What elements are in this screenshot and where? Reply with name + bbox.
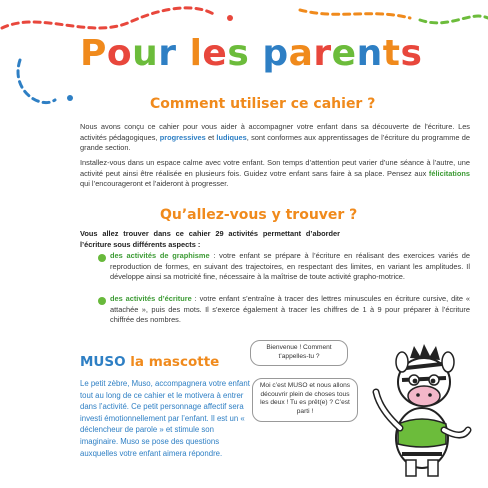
- page-title: [80, 33, 423, 74]
- title-space: [249, 36, 262, 72]
- bullet-icon: [98, 297, 106, 305]
- contents-intro: Vous allez trouver dans ce cahier 29 activités permettant d’aborder l’écriture sous différents aspects :: [80, 229, 340, 249]
- title-letter: r: [158, 33, 177, 74]
- title-letter: r: [313, 33, 332, 74]
- title-letter: t: [382, 33, 401, 74]
- section-heading-usage: Comment utiliser ce cahier ?: [150, 96, 376, 112]
- bullet-graphisme: des activités de graphisme : votre enfant se prépare à l’écriture en réalisant des exercices variés de reproduction de formes, en suivant des trajectoires, en respectant des limites, en variant les amplitudes. Il développe ainsi sa motricité fine, nécessaire à la maîtrise de toute activité grapho-motrice.: [110, 251, 470, 282]
- title-letter: n: [356, 33, 383, 74]
- usage-paragraph-1: Nous avons conçu ce cahier pour vous aider à accompagner votre enfant dans sa découverte de l’écriture. Les activités pédagogiques, progressives et ludiques, sont conformes aux apprentissages de l’écriture du programme de grande section.: [80, 122, 470, 153]
- title-letter: a: [288, 33, 314, 74]
- title-letter: p: [262, 33, 289, 74]
- usage-paragraph-2: Installez-vous dans un espace calme avec votre enfant. Son temps d’attention peut varier d’une séance à l’autre, une activité peut ainsi être réalisée en plusieurs fois. Guidez votre enfant sans faire à sa place. Pensez aux félicitations qui l’encourageront et l’aideront à progresser.: [80, 158, 470, 189]
- mascot-heading: MUSO la mascotte: [80, 354, 220, 370]
- mascot-description: Le petit zèbre, Muso, accompagnera votre enfant tout au long de ce cahier et le motivera à entrer dans l’activité. Ce petit personnage affectif sera investi émotionnellement par l’enfant. Il est un « déclencheur de parole » et stimule son imaginaire. Muso se pose des questions auxquelles votre enfant aimera répondre.: [80, 379, 250, 458]
- title-space: [177, 36, 190, 72]
- zebra-mascot-icon: [362, 340, 482, 480]
- title-letter: u: [132, 33, 159, 74]
- section-heading-contents: Qu’allez-vous y trouver ?: [160, 207, 358, 223]
- title-letter: P: [80, 33, 107, 74]
- title-letter: s: [227, 33, 250, 74]
- bullet-icon: [98, 254, 106, 262]
- speech-bubble-welcome: Bienvenue ! Comment t’appelles-tu ?: [250, 340, 348, 366]
- bullet-ecriture: des activités d’écriture : votre enfant s’entraîne à tracer des lettres minuscules en écriture cursive, dite « attachée », puis des mots. Il s’exerce également à tracer les chiffres de 1 à 9 pour préparer à l’écriture chiffrée des nombres.: [110, 294, 470, 325]
- title-letter: l: [189, 33, 203, 74]
- title-letter: o: [106, 33, 133, 74]
- title-letter: e: [331, 33, 357, 74]
- speech-bubble-muso: Moi c’est MUSO et nous allons découvrir plein de choses tous les deux ! Tu es prêt(e) ? C’est parti !: [252, 378, 358, 422]
- title-letter: e: [202, 33, 228, 74]
- title-letter: s: [400, 33, 423, 74]
